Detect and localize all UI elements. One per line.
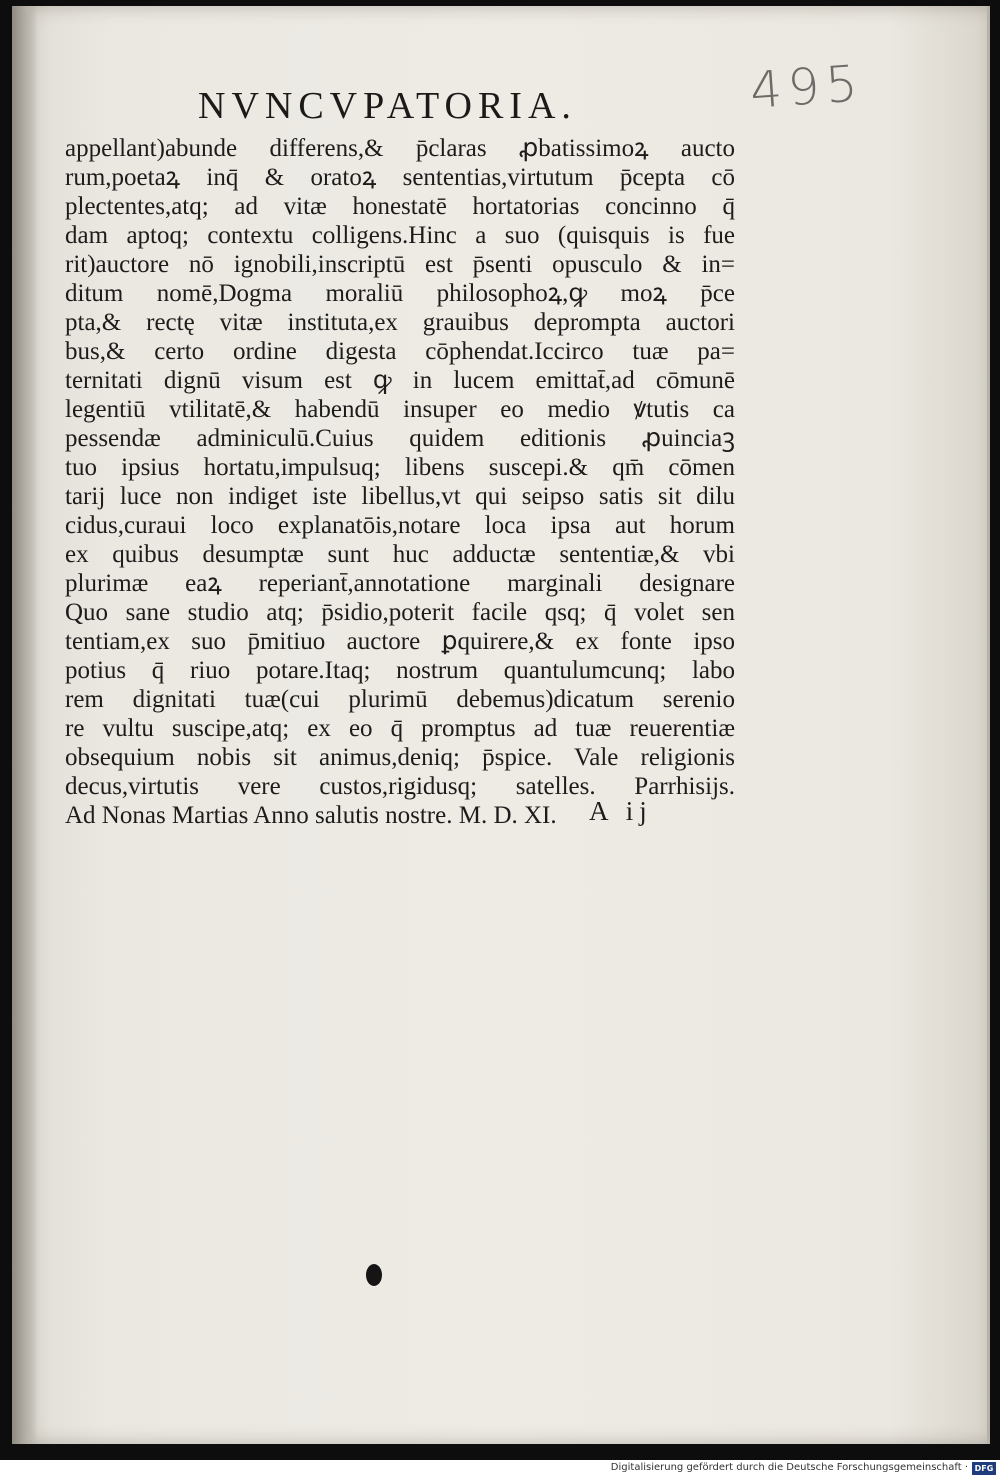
text-line: rem dignitati tuæ(cui plurimū debemus)dicatum serenio: [65, 686, 735, 713]
text-line: ditum nomē,Dogma moraliū philosophoꝝ,ꝙ moꝝ p̄ce: [65, 280, 735, 307]
text-line: Ad Nonas Martias Anno salutis nostre. M. D. XI.: [65, 802, 557, 829]
book-page: [12, 6, 990, 1444]
page-gutter: [12, 6, 38, 1444]
text-line: legentiū vtilitatē,& habendū insuper eo medio ꝟtutis ca: [65, 396, 735, 423]
text-line: decus,virtutis vere custos,rigidusq; satelles. Parrhisijs.: [65, 773, 735, 800]
text-line: tentiam,ex suo p̄mitiuo auctore ꝑquirere,& ex fonte ipso: [65, 628, 735, 655]
handwritten-folio-number: 495: [748, 54, 866, 120]
text-line: potius q̄ riuo potare.Itaq; nostrum quantulumcunq; labo: [65, 657, 735, 684]
dfg-logo: DFG: [972, 1462, 996, 1475]
text-line: re vultu suscipe,atq; ex eo q̄ promptus ad tuæ reuerentiæ: [65, 715, 735, 742]
text-line: obsequium nobis sit animus,deniq; p̄spice. Vale religionis: [65, 744, 735, 771]
text-line: tuo ipsius hortatu,impulsuq; libens suscepi.& qm̄ cōmen: [65, 454, 735, 481]
text-line: Quo sane studio atq; p̄sidio,poterit facile qsq; q̄ volet sen: [65, 599, 735, 626]
text-line: dam aptoq; contextu colligens.Hinc a suo (quisquis is fue: [65, 222, 735, 249]
text-line: ex quibus desumptæ sunt huc adductæ sententiæ,& vbi: [65, 541, 735, 568]
text-line: rum,poetaꝝ inq̄ & oratoꝝ sententias,virtutum p̄cepta cō: [65, 164, 735, 191]
text-line: pta,& rectę vitæ instituta,ex grauibus deprompta auctori: [65, 309, 735, 336]
ink-dot-ornament: [366, 1264, 382, 1286]
running-head: NVNCVPATORIA.: [198, 85, 577, 127]
text-line: bus,& certo ordine digesta cōphendat.Iccirco tuæ pa=: [65, 338, 735, 365]
funding-credit: Digitalisierung gefördert durch die Deutsche Forschungsgemeinschaft ·: [610, 1462, 968, 1473]
text-line: pessendæ adminiculū.Cuius quidem editionis ꝓuinciaꝫ: [65, 425, 735, 452]
signature-mark: A ij: [589, 796, 653, 826]
text-line: tarij luce non indiget iste libellus,vt qui seipso satis sit dilu: [65, 483, 735, 510]
footer-bar: [0, 1460, 1000, 1478]
text-line: rit)auctore nō ignobili,inscriptū est p̄senti opusculo & in=: [65, 251, 735, 278]
text-line: cidus,curaui loco explanatōis,notare loca ipsa aut horum: [65, 512, 735, 539]
text-line: plurimæ eaꝝ reperiant̄,annotatione marginali designare: [65, 570, 735, 597]
text-line: ternitati dignū visum est ꝙ in lucem emittat̄,ad cōmunē: [65, 367, 735, 394]
text-line: appellant)abunde differens,& p̄claras ꝓbatissimoꝝ aucto: [65, 135, 735, 162]
text-line: plectentes,atq; ad vitæ honestatē hortatorias concinno q̄: [65, 193, 735, 220]
body-text: [65, 134, 735, 830]
